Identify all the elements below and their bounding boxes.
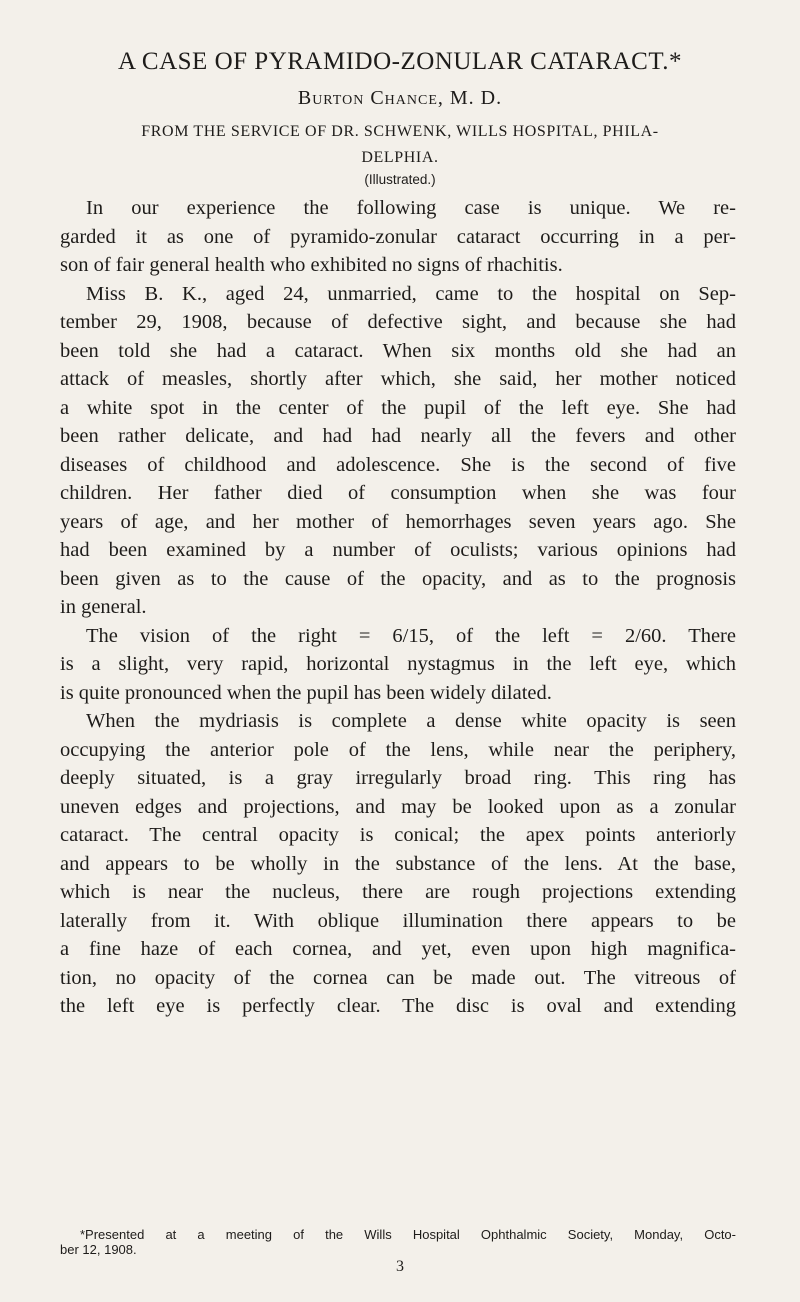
affiliation-line-1: FROM THE SERVICE OF DR. SCHWENK, WILLS HOSPITAL, PHILA- xyxy=(141,123,659,140)
body-line: is quite pronounced when the pupil has been widely dilated. xyxy=(60,681,552,704)
body-line: in general. xyxy=(60,596,147,618)
body-line: been told she had a cataract. When six months old she had an xyxy=(60,339,736,362)
body-line: cataract. The central opacity is conical; the apex points anteriorly xyxy=(60,824,736,846)
body-line: years of age, and her mother of hemorrhages seven years ago. She xyxy=(60,510,736,533)
footnote-line: *Presented at a meeting of the Wills Hospital Ophthalmic Society, Monday, Octo- xyxy=(80,1227,736,1242)
body-line: attack of measles, shortly after which, she said, her mother noticed xyxy=(60,368,736,390)
article-body xyxy=(60,194,736,1021)
body-line: which is near the nucleus, there are rough projections extending xyxy=(60,881,736,903)
body-line: laterally from it. With oblique illumination there appears to be xyxy=(60,909,736,932)
page-number: 3 xyxy=(396,1258,404,1275)
body-line: occupying the anterior pole of the lens, while near the periphery, xyxy=(60,738,736,761)
body-line: children. Her father died of consumption when she was four xyxy=(60,482,736,504)
body-line: deeply situated, is a gray irregularly broad ring. This ring has xyxy=(60,767,736,789)
affiliation-line xyxy=(60,119,740,171)
body-line: been given as to the cause of the opacity, and as to the prognosis xyxy=(60,567,736,590)
body-line: In our experience the following case is unique. We re- xyxy=(86,197,736,219)
body-line: and appears to be wholly in the substance of the lens. At the base, xyxy=(60,852,736,875)
body-line: The vision of the right = 6/15, of the left = 2/60. There xyxy=(86,624,736,647)
author-byline: Burton Chance, M. D. xyxy=(297,87,503,109)
body-line: been rather delicate, and had had nearly all the fevers and other xyxy=(60,425,736,447)
body-line: garded it as one of pyramido-zonular cataract occurring in a per- xyxy=(60,225,736,248)
body-line: When the mydriasis is complete a dense white opacity is seen xyxy=(86,710,736,732)
article-title: A CASE OF PYRAMIDO-ZONULAR CATARACT.* xyxy=(118,48,682,75)
body-line: diseases of childhood and adolescence. She is the second of five xyxy=(60,453,736,476)
body-line: tion, no opacity of the cornea can be made out. The vitreous of xyxy=(60,966,736,989)
body-line: a white spot in the center of the pupil of the left eye. She had xyxy=(60,396,736,419)
illustrated-note: (Illustrated.) xyxy=(364,172,436,187)
body-line: had been examined by a number of oculists; various opinions had xyxy=(60,539,736,561)
affiliation-line-2: DELPHIA. xyxy=(361,149,439,166)
footnote xyxy=(60,1227,736,1257)
body-line: uneven edges and projections, and may be looked upon as a zonular xyxy=(60,795,736,818)
body-line: tember 29, 1908, because of defective sight, and because she had xyxy=(60,311,736,333)
body-line: a fine haze of each cornea, and yet, even upon high magnifica- xyxy=(60,938,736,960)
body-line: son of fair general health who exhibited no signs of rhachitis. xyxy=(60,254,563,276)
footnote-line: ber 12, 1908. xyxy=(60,1242,137,1257)
body-line: is a slight, very rapid, horizontal nystagmus in the left eye, which xyxy=(60,653,736,675)
body-line: the left eye is perfectly clear. The disc is oval and extending xyxy=(60,995,736,1017)
body-line: Miss B. K., aged 24, unmarried, came to the hospital on Sep- xyxy=(86,282,736,305)
